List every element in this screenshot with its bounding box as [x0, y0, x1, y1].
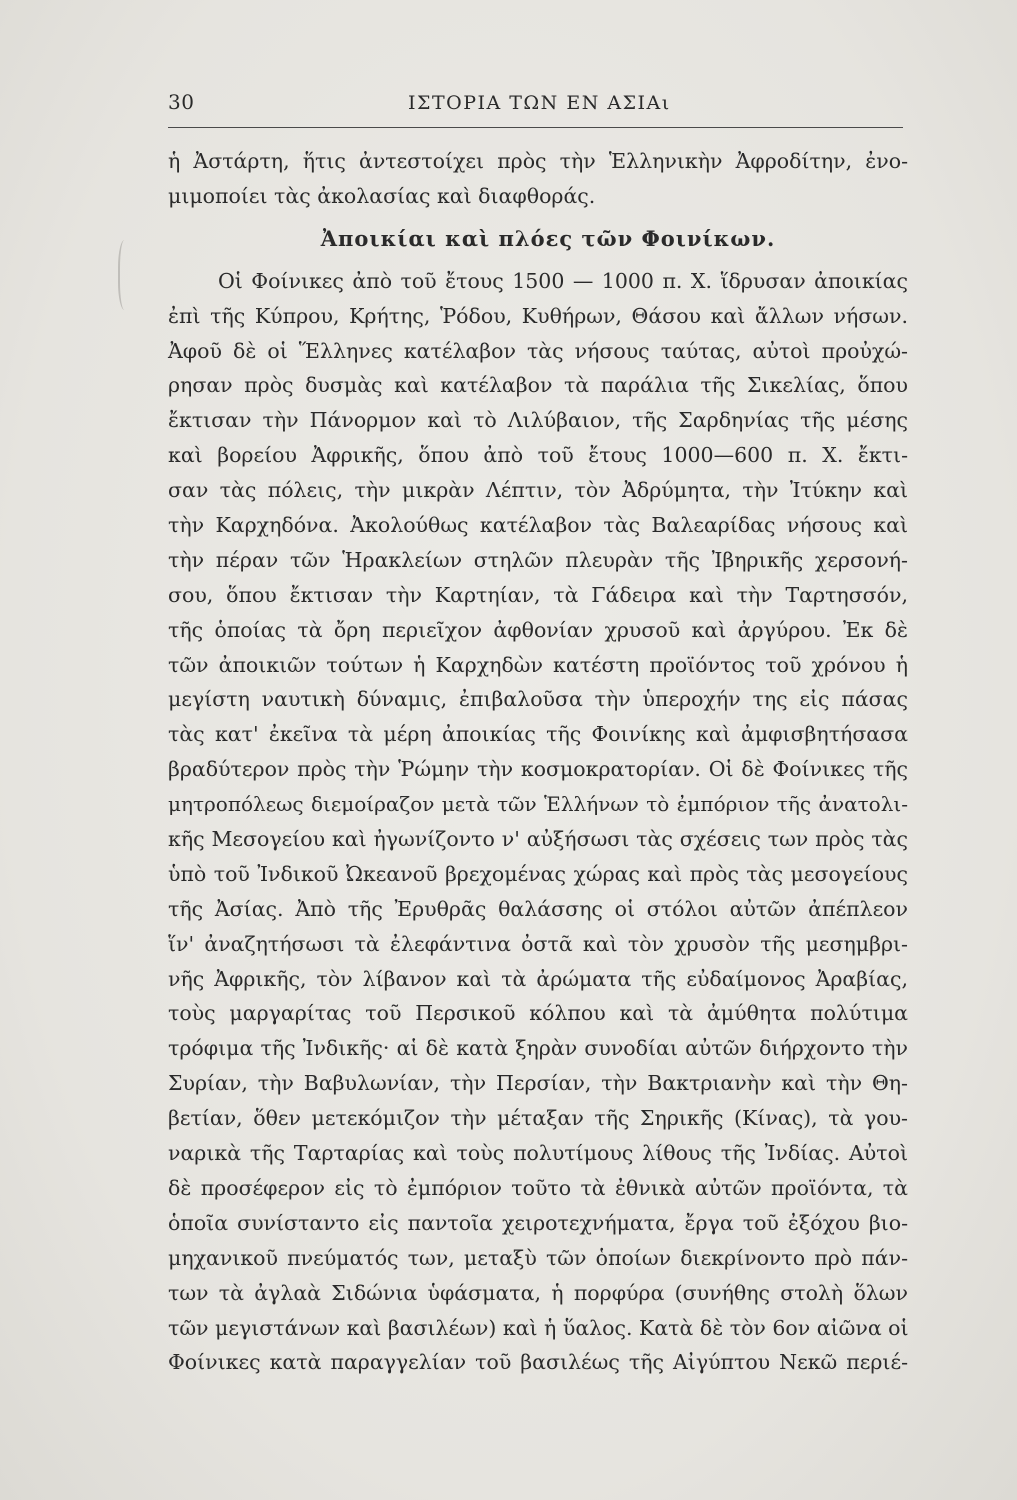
text-line: τὰς κατ' ἐκεῖνα τὰ μέρη ἀποικίας τῆς Φοινίκης καὶ ἀμφισβητήσασα — [168, 722, 908, 747]
text-line: τῶν μεγιστάνων καὶ βασιλέων) καὶ ἡ ὕαλος. Κατὰ δὲ τὸν 6ον αἰῶνα οἱ — [168, 1315, 909, 1340]
text-line: ὁποῖα συνίσταντο εἰς παντοῖα χειροτεχνήματα, ἔργα τοῦ ἐξόχου βιο- — [168, 1210, 908, 1235]
text-line: Οἱ Φοίνικες ἀπὸ τοῦ ἔτους 1500 — 1000 π. Χ. ἵδρυσαν ἀποικίας — [218, 268, 908, 293]
text-line: τὴν Καρχηδόνα. Ἀκολούθως κατέλαβον τὰς Βαλεαρίδας νήσους καὶ — [168, 513, 908, 538]
text-line: ἐπὶ τῆς Κύπρου, Κρήτης, Ῥόδου, Κυθήρων, Θάσου καὶ ἄλλων νήσων. — [168, 303, 908, 328]
text-line: τὴν πέραν τῶν Ἡρακλείων στηλῶν πλευρὰν τῆς Ἰβηρικῆς χερσονή- — [168, 547, 908, 572]
text-line: ἔκτισαν τὴν Πάνορμον καὶ τὸ Λιλύβαιον, τῆς Σαρδηνίας τῆς μέσης — [168, 408, 908, 433]
text-line: Φοίνικες κατὰ παραγγελίαν τοῦ βασιλέως τῆς Αἰγύπτου Νεκῶ περιέ- — [168, 1350, 908, 1375]
text-line: καὶ βορείου Ἀφρικῆς, ὅπου ἀπὸ τοῦ ἔτους 1000—600 π. Χ. ἔκτι- — [168, 443, 908, 468]
text-line: μητροπόλεως διεμοίραζον μετὰ τῶν Ἑλλήνων τὸ ἐμπόριον τῆς ἀνατολι- — [168, 792, 908, 817]
text-line: βετίαν, ὅθεν μετεκόμιζον τὴν μέταξαν τῆς Σηρικῆς (Κίνας), τὰ γου- — [168, 1106, 908, 1131]
text-line: ἵν' ἀναζητήσωσι τὰ ἐλεφάντινα ὀστᾶ καὶ τὸν χρυσὸν τῆς μεσημβρι- — [168, 931, 908, 956]
text-line: των τὰ ἀγλαὰ Σιδώνια ὑφάσματα, ἡ πορφύρα (συνήθης στολὴ ὅλων — [168, 1280, 908, 1305]
text-line: μεγίστη ναυτικὴ δύναμις, ἐπιβαλοῦσα τὴν ὑπεροχήν της εἰς πάσας — [168, 687, 908, 712]
text-line: δὲ προσέφερον εἰς τὸ ἐμπόριον τοῦτο τὰ ἐθνικὰ αὐτῶν προϊόντα, τὰ — [168, 1175, 908, 1200]
text-line: μιμοποίει τὰς ἀκολασίας καὶ διαφθοράς. — [168, 183, 596, 208]
text-line: ἡ Ἀστάρτη, ἥτις ἀντεστοίχει πρὸς τὴν Ἑλληνικὴν Ἀφροδίτην, ἐνο- — [168, 149, 908, 173]
text-line: τῆς Ἀσίας. Ἀπὸ τῆς Ἐρυθρᾶς θαλάσσης οἱ στόλοι αὐτῶν ἀπέπλεον — [168, 896, 908, 921]
text-line: βραδύτερον πρὸς τὴν Ῥώμην τὴν κοσμοκρατορίαν. Οἱ δὲ Φοίνικες τῆς — [168, 757, 908, 782]
page-number: 30 — [168, 90, 195, 114]
section-heading: Ἀποικίαι καὶ πλόες τῶν Φοινίκων. — [320, 225, 776, 251]
text-line: τοὺς μαργαρίτας τοῦ Περσικοῦ κόλπου καὶ τὰ ἀμύθητα πολύτιμα — [168, 1001, 908, 1026]
page-header — [168, 90, 908, 130]
text-line: τῆς ὁποίας τὰ ὄρη περιεῖχον ἀφθονίαν χρυσοῦ καὶ ἀργύρου. Ἐκ δὲ — [168, 617, 908, 642]
text-line: Συρίαν, τὴν Βαβυλωνίαν, τὴν Περσίαν, τὴν Βακτριανὴν καὶ τὴν Θη- — [168, 1071, 908, 1096]
text-line: κῆς Μεσογείου καὶ ἠγωνίζοντο ν' αὐξήσωσι τὰς σχέσεις των πρὸς τὰς — [168, 827, 908, 852]
text-line: Ἀφοῦ δὲ οἱ Ἕλληνες κατέλαβον τὰς νήσους ταύτας, αὐτοὶ προὐχώ- — [168, 338, 908, 363]
text-line: μηχανικοῦ πνεύματός των, μεταξὺ τῶν ὁποίων διεκρίνοντο πρὸ πάν- — [168, 1245, 908, 1270]
text-line: ρησαν πρὸς δυσμὰς καὶ κατέλαβον τὰ παράλια τῆς Σικελίας, ὅπου — [168, 373, 908, 398]
text-line: ὑπὸ τοῦ Ἰνδικοῦ Ὠκεανοῦ βρεχομένας χώρας καὶ πρὸς τὰς μεσογείους — [168, 861, 908, 886]
margin-pencil-mark — [118, 240, 134, 310]
running-head: ΙΣΤΟΡΙΑ ΤΩΝ ΕΝ ΑΣΙΑι — [408, 92, 671, 114]
text-line: σου, ὅπου ἔκτισαν τὴν Καρτηίαν, τὰ Γάδειρα καὶ τὴν Ταρτησσόν, — [168, 582, 908, 607]
text-line: τῶν ἀποικιῶν τούτων ἡ Καρχηδὼν κατέστη προϊόντος τοῦ χρόνου ἡ — [168, 652, 908, 677]
text-line: τρόφιμα τῆς Ἰνδικῆς· αἱ δὲ κατὰ ξηρὰν συνοδίαι αὐτῶν διήρχοντο τὴν — [168, 1036, 908, 1061]
text-line: νῆς Ἀφρικῆς, τὸν λίβανον καὶ τὰ ἀρώματα τῆς εὐδαίμονος Ἀραβίας, — [168, 966, 908, 991]
text-line: ναρικὰ τῆς Ταρταρίας καὶ τοὺς πολυτίμους λίθους τῆς Ἰνδίας. Αὐτοὶ — [168, 1141, 908, 1166]
body-text — [168, 144, 908, 1380]
header-rule — [168, 127, 903, 128]
text-line: σαν τὰς πόλεις, τὴν μικρὰν Λέπτιν, τὸν Ἀδρύμητα, τὴν Ἰτύκην καὶ — [168, 478, 908, 503]
